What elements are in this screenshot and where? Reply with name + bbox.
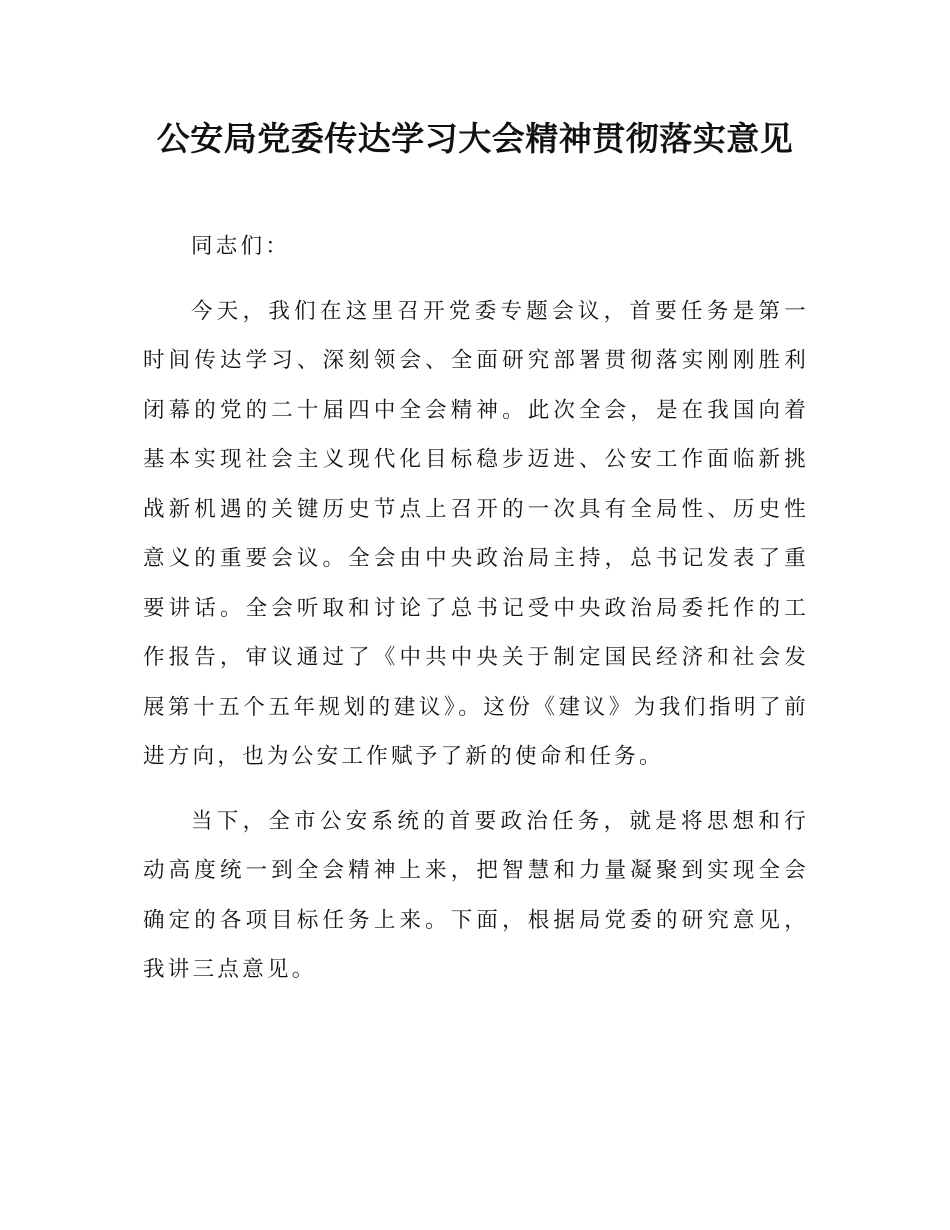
paragraph-task: 当下，全市公安系统的首要政治任务，就是将思想和行动高度统一到全会精神上来，把智慧和力量凝聚到实现全会确定的各项目标任务上来。下面，根据局党委的研究意见，我讲三点意见。 [143,808,809,982]
paragraph-opening: 今天，我们在这里召开党委专题会议，首要任务是第一时间传达学习、深刻领会、全面研究部署贯彻落实刚刚胜利闭幕的党的二十届四中全会精神。此次全会，是在我国向着基本实现社会主义现代化目标稳步迈进、公安工作面临新挑战新机遇的关键历史节点上召开的一次具有全局性、历史性意义的重要会议。全会由中央政治局主持，总书记发表了重要讲话。全会听取和讨论了总书记受中央政治局委托作的工作报告，审议通过了《中共中央关于制定国民经济和社会发展第十五个五年规划的建议》。这份《建议》为我们指明了前进方向，也为公安工作赋予了新的使命和任务。 [143,298,809,769]
document-body [143,222,809,995]
salutation: 同志们： [191,234,291,259]
document-title: 公安局党委传达学习大会精神贯彻落实意见 [156,119,794,158]
